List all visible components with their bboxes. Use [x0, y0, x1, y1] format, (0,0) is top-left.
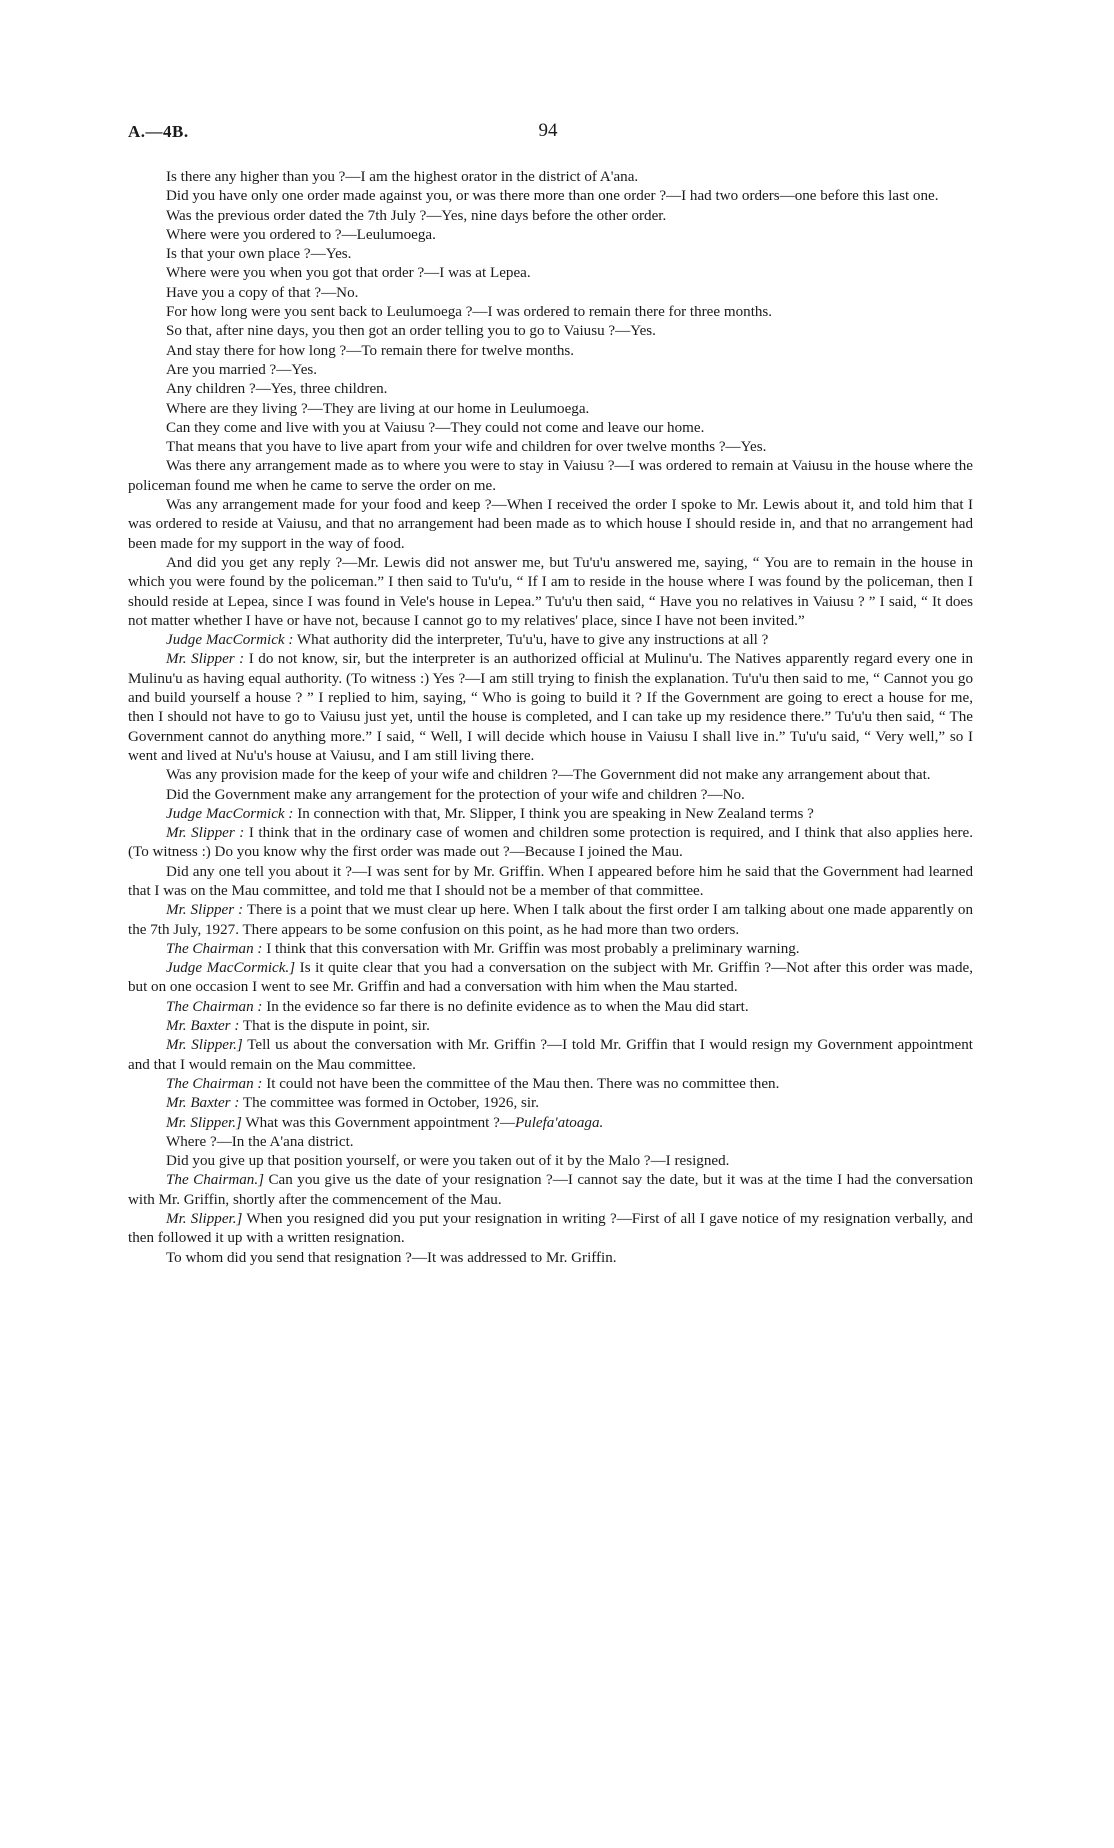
paragraph-text: I think that in the ordinary case of women and children some protection is required, and I think that also applies here. (To witness :) Do you know why the first order was made out ?—Because I joined the Mau. — [128, 825, 973, 861]
paragraph-text: I think that this conversation with Mr. Griffin was most probably a preliminary warning. — [262, 940, 800, 957]
speaker-label: The Chairman : — [166, 998, 263, 1015]
transcript-paragraph — [128, 226, 973, 245]
transcript-paragraph — [128, 1036, 973, 1075]
paragraph-text: What was this Government appointment ?— — [241, 1114, 515, 1131]
paragraph-text: The committee was formed in October, 1926, sir. — [239, 1095, 540, 1112]
paragraph-text: And stay there for how long ?—To remain there for twelve months. — [166, 342, 575, 359]
paragraph-text: Is there any higher than you ?—I am the highest orator in the district of A'ana. — [166, 169, 639, 185]
speaker-label: Mr. Slipper.] — [166, 1211, 243, 1228]
transcript-paragraph — [128, 940, 973, 959]
paragraph-text: Can you give us the date of your resignation ?—I cannot say the date, but it was at the time I had the conversation with Mr. Griffin, shortly after the commencement of the Mau. — [128, 1172, 973, 1208]
transcript-paragraph — [128, 959, 973, 998]
paragraph-text: Did any one tell you about it ?—I was sent for by Mr. Griffin. When I appeared before him he said that the Government had learned that I was on the Mau committee, and told me that I should not be a member of that committee. — [128, 863, 973, 899]
paragraph-text: So that, after nine days, you then got an order telling you to go to Vaiusu ?—Yes. — [166, 323, 656, 340]
transcript-paragraph — [128, 1075, 973, 1094]
transcript-paragraph — [128, 380, 973, 399]
transcript-paragraph — [128, 207, 973, 226]
paragraph-text: Was any provision made for the keep of your wife and children ?—The Government did not make any arrangement about that. — [166, 767, 931, 784]
transcript-body — [128, 168, 973, 1268]
speaker-label: Judge MacCormick : — [166, 632, 294, 649]
paragraph-text: Where ?—In the A'ana district. — [166, 1133, 354, 1150]
paragraph-text: Any children ?—Yes, three children. — [166, 381, 388, 398]
speaker-label: Mr. Baxter : — [166, 1095, 240, 1112]
paragraph-text: Did you have only one order made against you, or was there more than one order ?—I had two orders—one before this last one. — [166, 188, 939, 205]
transcript-paragraph — [128, 1094, 973, 1113]
paragraph-text: Are you married ?—Yes. — [166, 361, 318, 378]
transcript-paragraph — [128, 361, 973, 380]
transcript-paragraph — [128, 419, 973, 438]
speaker-label: Mr. Slipper : — [166, 651, 245, 668]
paragraph-text: What authority did the interpreter, Tu'u'u, have to give any instructions at all ? — [293, 632, 769, 649]
transcript-paragraph — [128, 245, 973, 264]
paragraph-text: Where were you ordered to ?—Leulumoega. — [166, 226, 436, 243]
transcript-paragraph — [128, 457, 973, 496]
transcript-paragraph — [128, 1017, 973, 1036]
paragraph-text: That means that you have to live apart from your wife and children for over twelve months ?—Yes. — [166, 439, 767, 456]
speaker-label: The Chairman : — [166, 1075, 263, 1092]
transcript-paragraph — [128, 1249, 973, 1268]
paragraph-text: Did you give up that position yourself, or were you taken out of it by the Malo ?—I resigned. — [166, 1153, 730, 1170]
transcript-paragraph — [128, 168, 973, 187]
transcript-paragraph — [128, 400, 973, 419]
transcript-paragraph — [128, 438, 973, 457]
paragraph-text: It could not have been the committee of the Mau then. There was no committee then. — [262, 1075, 780, 1092]
speaker-label: Mr. Slipper.] — [166, 1037, 243, 1054]
speaker-label: The Chairman : — [166, 940, 263, 957]
speaker-label: Judge MacCormick : — [166, 805, 294, 822]
transcript-paragraph — [128, 805, 973, 824]
paragraph-text: Is that your own place ?—Yes. — [166, 246, 352, 263]
speaker-label: Judge MacCormick.] — [166, 960, 296, 977]
paragraph-text: To whom did you send that resignation ?—It was addressed to Mr. Griffin. — [166, 1249, 617, 1266]
transcript-paragraph — [128, 631, 973, 650]
page-header — [128, 122, 968, 148]
transcript-paragraph — [128, 1152, 973, 1171]
transcript-paragraph — [128, 766, 973, 785]
paragraph-text: Can they come and live with you at Vaiusu ?—They could not come and leave our home. — [166, 419, 705, 436]
paragraph-text: Is it quite clear that you had a conversation on the subject with Mr. Griffin ?—Not after this order was made, but on one occasion I went to see Mr. Griffin and had a conversation with him when the Mau started. — [128, 960, 974, 996]
paragraph-text: I do not know, sir, but the interpreter is an authorized official at Mulinu'u. The Natives apparently regard every one in Mulinu'u as having equal authority. (To witness :) Yes ?—I am still trying to finish the explanation. Tu'u'u then said to me, “ Cannot you go and build yourself a house ? ” I replied to him, saying, “ Who is going to build it ? If the Government are going to erect a house for me, then I should not have to go to Vaiusu just yet, until the house is completed, and I can take up my residence there.” Tu'u'u then said, “ The Government cannot do anything more.” I said, “ Well, I will decide which house in Vaiusu I shall live in.” Tu'u'u said, “ Very well,” so I went and lived at Nu'u's house at Vaiusu, and I am still living there. — [128, 651, 973, 764]
transcript-paragraph — [128, 863, 973, 902]
transcript-paragraph — [128, 284, 973, 303]
transcript-paragraph — [128, 1133, 973, 1152]
transcript-paragraph — [128, 786, 973, 805]
transcript-paragraph — [128, 264, 973, 283]
page-number: 94 — [538, 120, 558, 141]
transcript-paragraph — [128, 187, 973, 206]
paragraph-text: Was the previous order dated the 7th July ?—Yes, nine days before the other order. — [166, 207, 667, 224]
paragraph-text: Was any arrangement made for your food and keep ?—When I received the order I spoke to Mr. Lewis about it, and told him that I was ordered to reside at Vaiusu, and that no arrangement had been made as to which house I should reside in, and that no arrangement had been made for my support in the way of food. — [128, 497, 973, 552]
speaker-label: Mr. Baxter : — [166, 1018, 240, 1035]
transcript-paragraph — [128, 303, 973, 322]
paragraph-text: Have you a copy of that ?—No. — [166, 284, 359, 301]
paragraph-text: Where were you when you got that order ?—I was at Lepea. — [166, 265, 531, 282]
transcript-paragraph — [128, 554, 973, 631]
paragraph-text: When you resigned did you put your resignation in writing ?—First of all I gave notice of my resignation verbally, and then followed it up with a written resignation. — [128, 1211, 973, 1247]
speaker-label: Mr. Slipper : — [166, 902, 244, 919]
transcript-paragraph — [128, 342, 973, 361]
speaker-label: The Chairman.] — [166, 1172, 264, 1189]
paragraph-text: There is a point that we must clear up here. When I talk about the first order I am talking about one made apparently on the 7th July, 1927. There appears to be some confusion on this point, as he had more than two orders. — [128, 902, 973, 938]
paragraph-text: In the evidence so far there is no definite evidence as to when the Mau did start. — [262, 998, 749, 1015]
speaker-label: Mr. Slipper.] — [166, 1114, 242, 1131]
transcript-paragraph — [128, 824, 973, 863]
speaker-label: Mr. Slipper : — [166, 825, 245, 842]
paragraph-text: And did you get any reply ?—Mr. Lewis did not answer me, but Tu'u'u answered me, saying, “ You are to remain in the house in which you were found by the policeman.” I then said to Tu'u'u, “ If I am to reside in the house where I was found by the policeman, then I should reside at Lepea, since I was found in Vele's house in Lepea.” Tu'u'u then said, “ Have you no relatives in Vaiusu ? ” I said, “ It does not matter whether I have or have not, because I cannot go to my relatives' place, since I have not been invited.” — [128, 554, 973, 629]
paragraph-text: Tell us about the conversation with Mr. Griffin ?—I told Mr. Griffin that I would resign my Government appointment and that I would remain on the Mau committee. — [128, 1037, 973, 1073]
italic-term: Pulefa'atoaga. — [514, 1114, 604, 1131]
paragraph-text: That is the dispute in point, sir. — [239, 1018, 430, 1035]
paragraph-text: Was there any arrangement made as to where you were to stay in Vaiusu ?—I was ordered to remain at Vaiusu in the house where the policeman found me when he came to serve the order on me. — [128, 458, 973, 494]
transcript-paragraph — [128, 496, 973, 554]
transcript-paragraph — [128, 901, 973, 940]
paragraph-text: In connection with that, Mr. Slipper, I think you are speaking in New Zealand terms ? — [293, 805, 814, 822]
transcript-paragraph — [128, 1171, 973, 1210]
paper-reference: A.—4B. — [128, 122, 189, 141]
transcript-paragraph — [128, 650, 973, 766]
paragraph-text: For how long were you sent back to Leulumoega ?—I was ordered to remain there for three months. — [166, 304, 773, 321]
paragraph-text: Did the Government make any arrangement for the protection of your wife and children ?—No. — [166, 786, 745, 803]
transcript-paragraph — [128, 1114, 973, 1133]
transcript-paragraph — [128, 998, 973, 1017]
paragraph-text: Where are they living ?—They are living at our home in Leulumoega. — [166, 400, 590, 417]
transcript-paragraph — [128, 1210, 973, 1249]
transcript-paragraph — [128, 322, 973, 341]
